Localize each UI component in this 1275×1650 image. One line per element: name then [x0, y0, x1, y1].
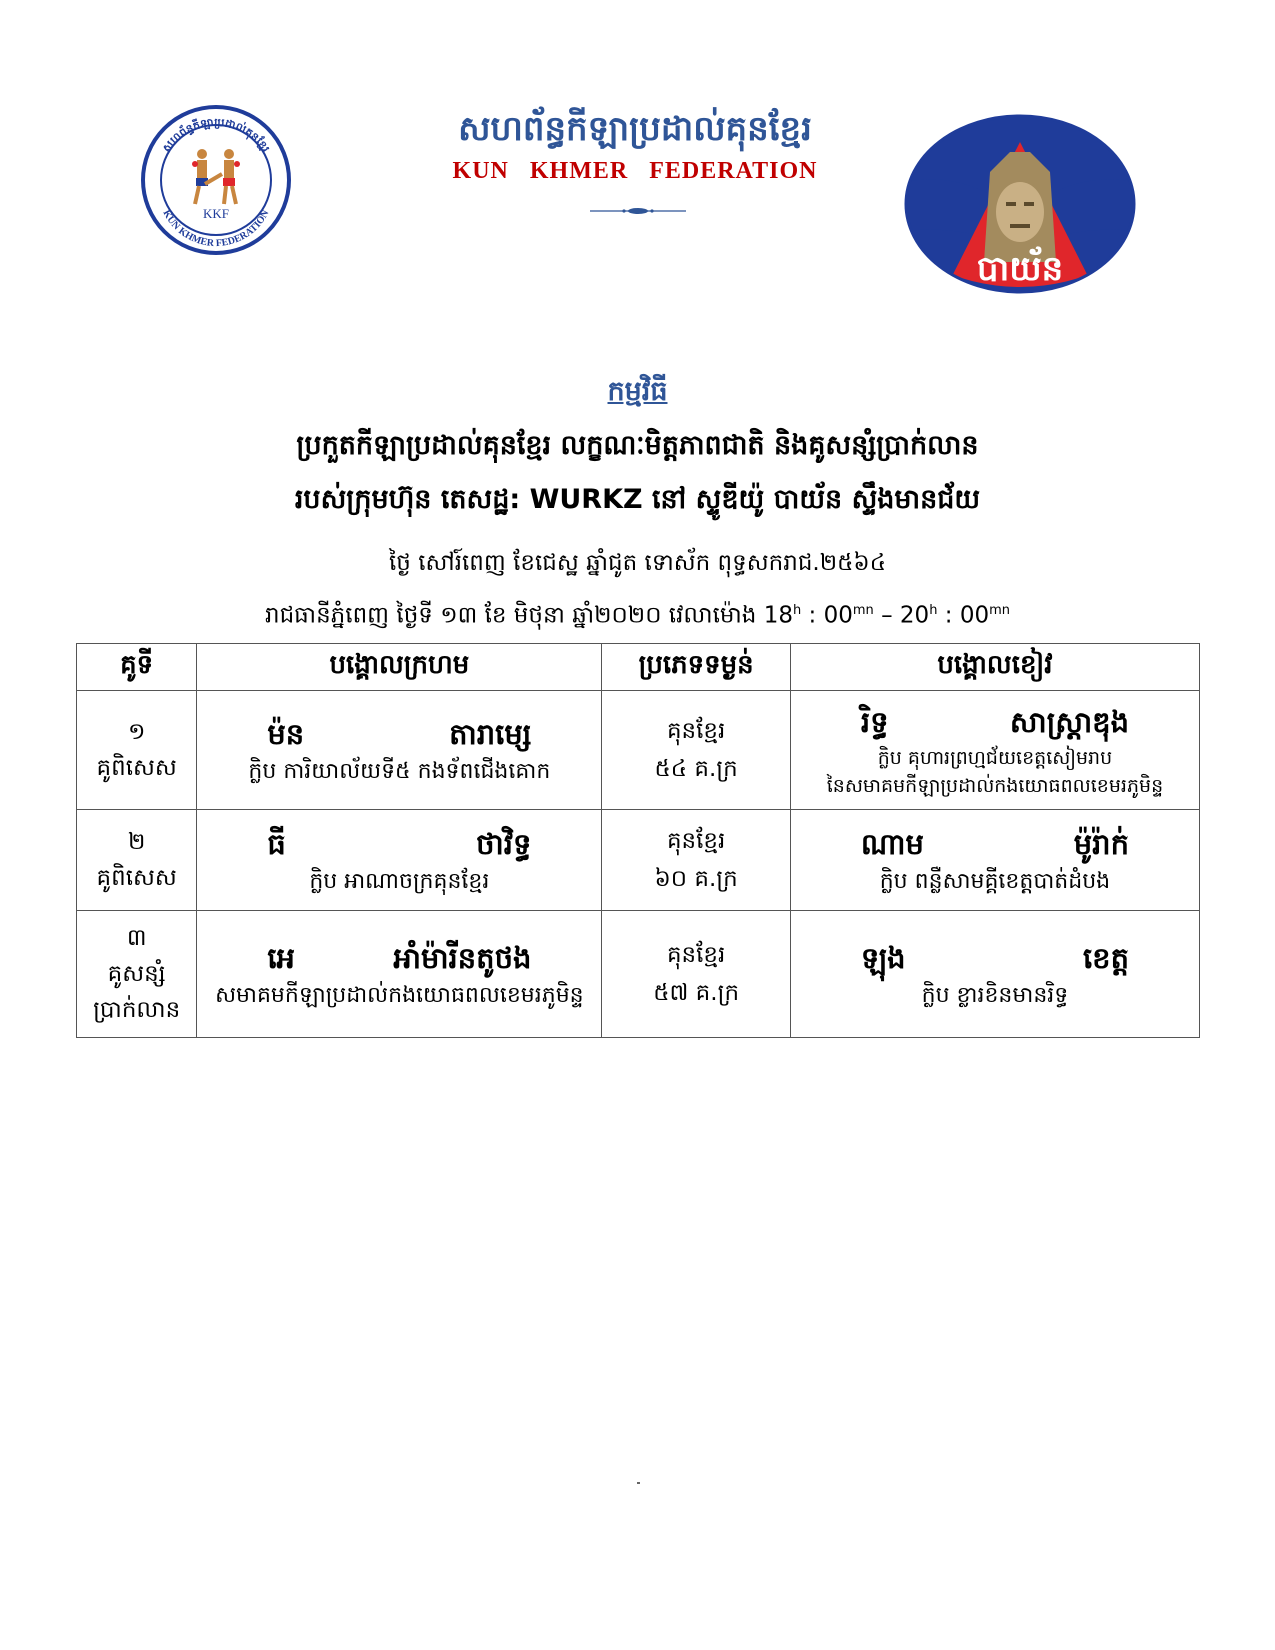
- red-first-name: ធី: [267, 827, 286, 861]
- header-blue-corner: បង្គោលខៀវ: [790, 644, 1199, 691]
- date-location: រាជធានីភ្នំពេញ ថ្ងៃទី ១៣ ខែ មិថុនា ឆ្នាំ២០២០ វេលាម៉ោង: [264, 602, 764, 629]
- logo-left-text-bottom: KUN KHMER FEDERATION: [160, 208, 272, 250]
- fight-style: គុនខ្មែរ: [666, 718, 726, 744]
- blue-corner-cell: [790, 691, 1199, 810]
- red-fighter-name: [197, 936, 601, 980]
- end-minute: 00: [959, 602, 990, 629]
- bout-class-line2: ប្រាក់លាន: [93, 997, 181, 1023]
- lunar-date: ថ្ងៃ សៅរ៍ពេញ ខែជេស្ឋ ឆ្នាំជូត ទោស័ក ពុទ្ធសករាជ.២៥៦៤: [388, 550, 886, 576]
- footer-dot: [637, 1482, 640, 1484]
- kkf-logo: [140, 104, 292, 256]
- time-dash: –: [873, 602, 900, 629]
- event-title-line2: របស់ក្រុមហ៊ុន តេសដ្ឋ: WURKZ នៅ ស្ទូឌីយ៉ូ បាយ័ន ស្ទឹងមានជ័យ: [294, 484, 981, 515]
- bayon-logo: [902, 112, 1138, 296]
- bout-cell: [77, 691, 197, 810]
- table-row: [77, 810, 1200, 911]
- ornament-divider: [590, 206, 686, 216]
- sup-h: h: [792, 603, 802, 618]
- red-club: សមាគមកីឡាប្រដាល់កងយោធពលខេមរភូមិន្ទ: [215, 983, 584, 1008]
- red-first-name: ម៉ន: [267, 717, 305, 751]
- red-corner-cell: [197, 911, 602, 1038]
- red-corner-cell: [197, 810, 602, 911]
- end-hour: 20: [899, 602, 930, 629]
- weight-cell: [602, 691, 791, 810]
- header-weight-class: ប្រភេទទម្ងន់: [602, 644, 791, 691]
- weight-cell: [602, 911, 791, 1038]
- blue-club: ក្លិប គុហារព្រហ្មជ័យខេត្តសៀមរាប: [877, 747, 1113, 769]
- bout-class: គូពិសេស: [96, 755, 177, 781]
- start-hour: 18: [763, 602, 793, 629]
- logo-left-text-top: សហព័ន្ធកីឡាប្រដាល់គុនខ្មែរ: [159, 115, 273, 155]
- red-fighter-name: [197, 822, 601, 866]
- weight-cell: [602, 810, 791, 911]
- bout-class: គូពិសេស: [96, 865, 177, 891]
- sup-mn: mn: [852, 603, 874, 618]
- red-club: ក្លិប អាណាចក្រគុនខ្មែរ: [309, 869, 490, 894]
- time-separator-end: :: [937, 602, 960, 629]
- date-time-line: [0, 594, 1275, 633]
- red-fighter-name: [197, 712, 601, 756]
- event-title-line1: ប្រកួតកីឡាប្រដាល់គុនខ្មែរ លក្ខណៈមិត្តភាពជាតិ និងគូសន្សំប្រាក់លាន: [296, 430, 979, 461]
- bout-number: ៣: [126, 925, 147, 951]
- logo-left-abbr: KKF: [202, 206, 230, 221]
- federation-title-en: KUN KHMER FEDERATION: [452, 158, 818, 184]
- start-minute: 00: [823, 602, 853, 629]
- bout-cell: [77, 911, 197, 1038]
- weight-value: ៥៧ គ.ក្រ: [653, 980, 740, 1006]
- blue-first-name: ឡុង: [860, 941, 906, 975]
- blue-last-name: ខេត្ត: [1082, 941, 1129, 975]
- blue-club-line2: នៃសមាគមកីឡាប្រដាល់កងយោធពលខេមរភូមិន្ទ: [826, 775, 1164, 797]
- logo-right-text: បាយ័ន: [976, 249, 1064, 289]
- red-last-name: ថាវិទ្ធ: [476, 827, 532, 861]
- bout-number: ២: [127, 829, 146, 855]
- blue-corner-cell: [790, 810, 1199, 911]
- table-header-row: [77, 644, 1200, 691]
- bout-cell: [77, 810, 197, 911]
- blue-fighter-name: [791, 936, 1199, 980]
- blue-fighter-name: [791, 700, 1199, 744]
- table-row: [77, 691, 1200, 810]
- blue-club: ក្លិប ពន្លឺសាមគ្គីខេត្តបាត់ដំបង: [879, 869, 1111, 894]
- red-last-name: អាំម៉ារីនតូថង: [393, 941, 532, 975]
- fight-style: គុនខ្មែរ: [666, 942, 726, 968]
- bout-class: គូសន្សំ: [107, 961, 166, 987]
- blue-last-name: សាស្រ្តាឌុង: [1009, 705, 1129, 739]
- red-first-name: អេ: [267, 941, 295, 975]
- header-red-corner: បង្គោលក្រហម: [197, 644, 602, 691]
- red-club: ក្លិប ការិយាល័យទី៥ កងទ័ពជើងគោក: [248, 759, 551, 784]
- fight-style: គុនខ្មែរ: [666, 828, 726, 854]
- bout-number: ១: [127, 719, 146, 745]
- header-bout-number: គូទី: [77, 644, 197, 691]
- red-last-name: តារាម្សេ: [449, 717, 532, 751]
- weight-value: ៦០ គ.ក្រ: [654, 866, 738, 892]
- program-title: កម្មវិធី: [607, 376, 668, 407]
- federation-title-kh: សហព័ន្ធកីឡាប្រដាល់គុនខ្មែរ: [458, 109, 812, 149]
- blue-last-name: ម៉ូរ៉ាក់: [1073, 827, 1129, 861]
- red-corner-cell: [197, 691, 602, 810]
- time-separator: :: [801, 602, 824, 629]
- blue-first-name: រិទ្ធ: [860, 705, 889, 739]
- weight-value: ៥៤ គ.ក្រ: [654, 756, 738, 782]
- sup-h-end: h: [929, 603, 938, 618]
- table-row: [77, 911, 1200, 1038]
- sup-mn-end: mn: [989, 603, 1011, 618]
- fight-card-table: [76, 643, 1200, 1038]
- blue-first-name: ណាម: [860, 827, 924, 861]
- blue-corner-cell: [790, 911, 1199, 1038]
- blue-club: ក្លិប ខ្លារខិនមានរិទ្ធ: [921, 983, 1069, 1008]
- blue-fighter-name: [791, 822, 1199, 866]
